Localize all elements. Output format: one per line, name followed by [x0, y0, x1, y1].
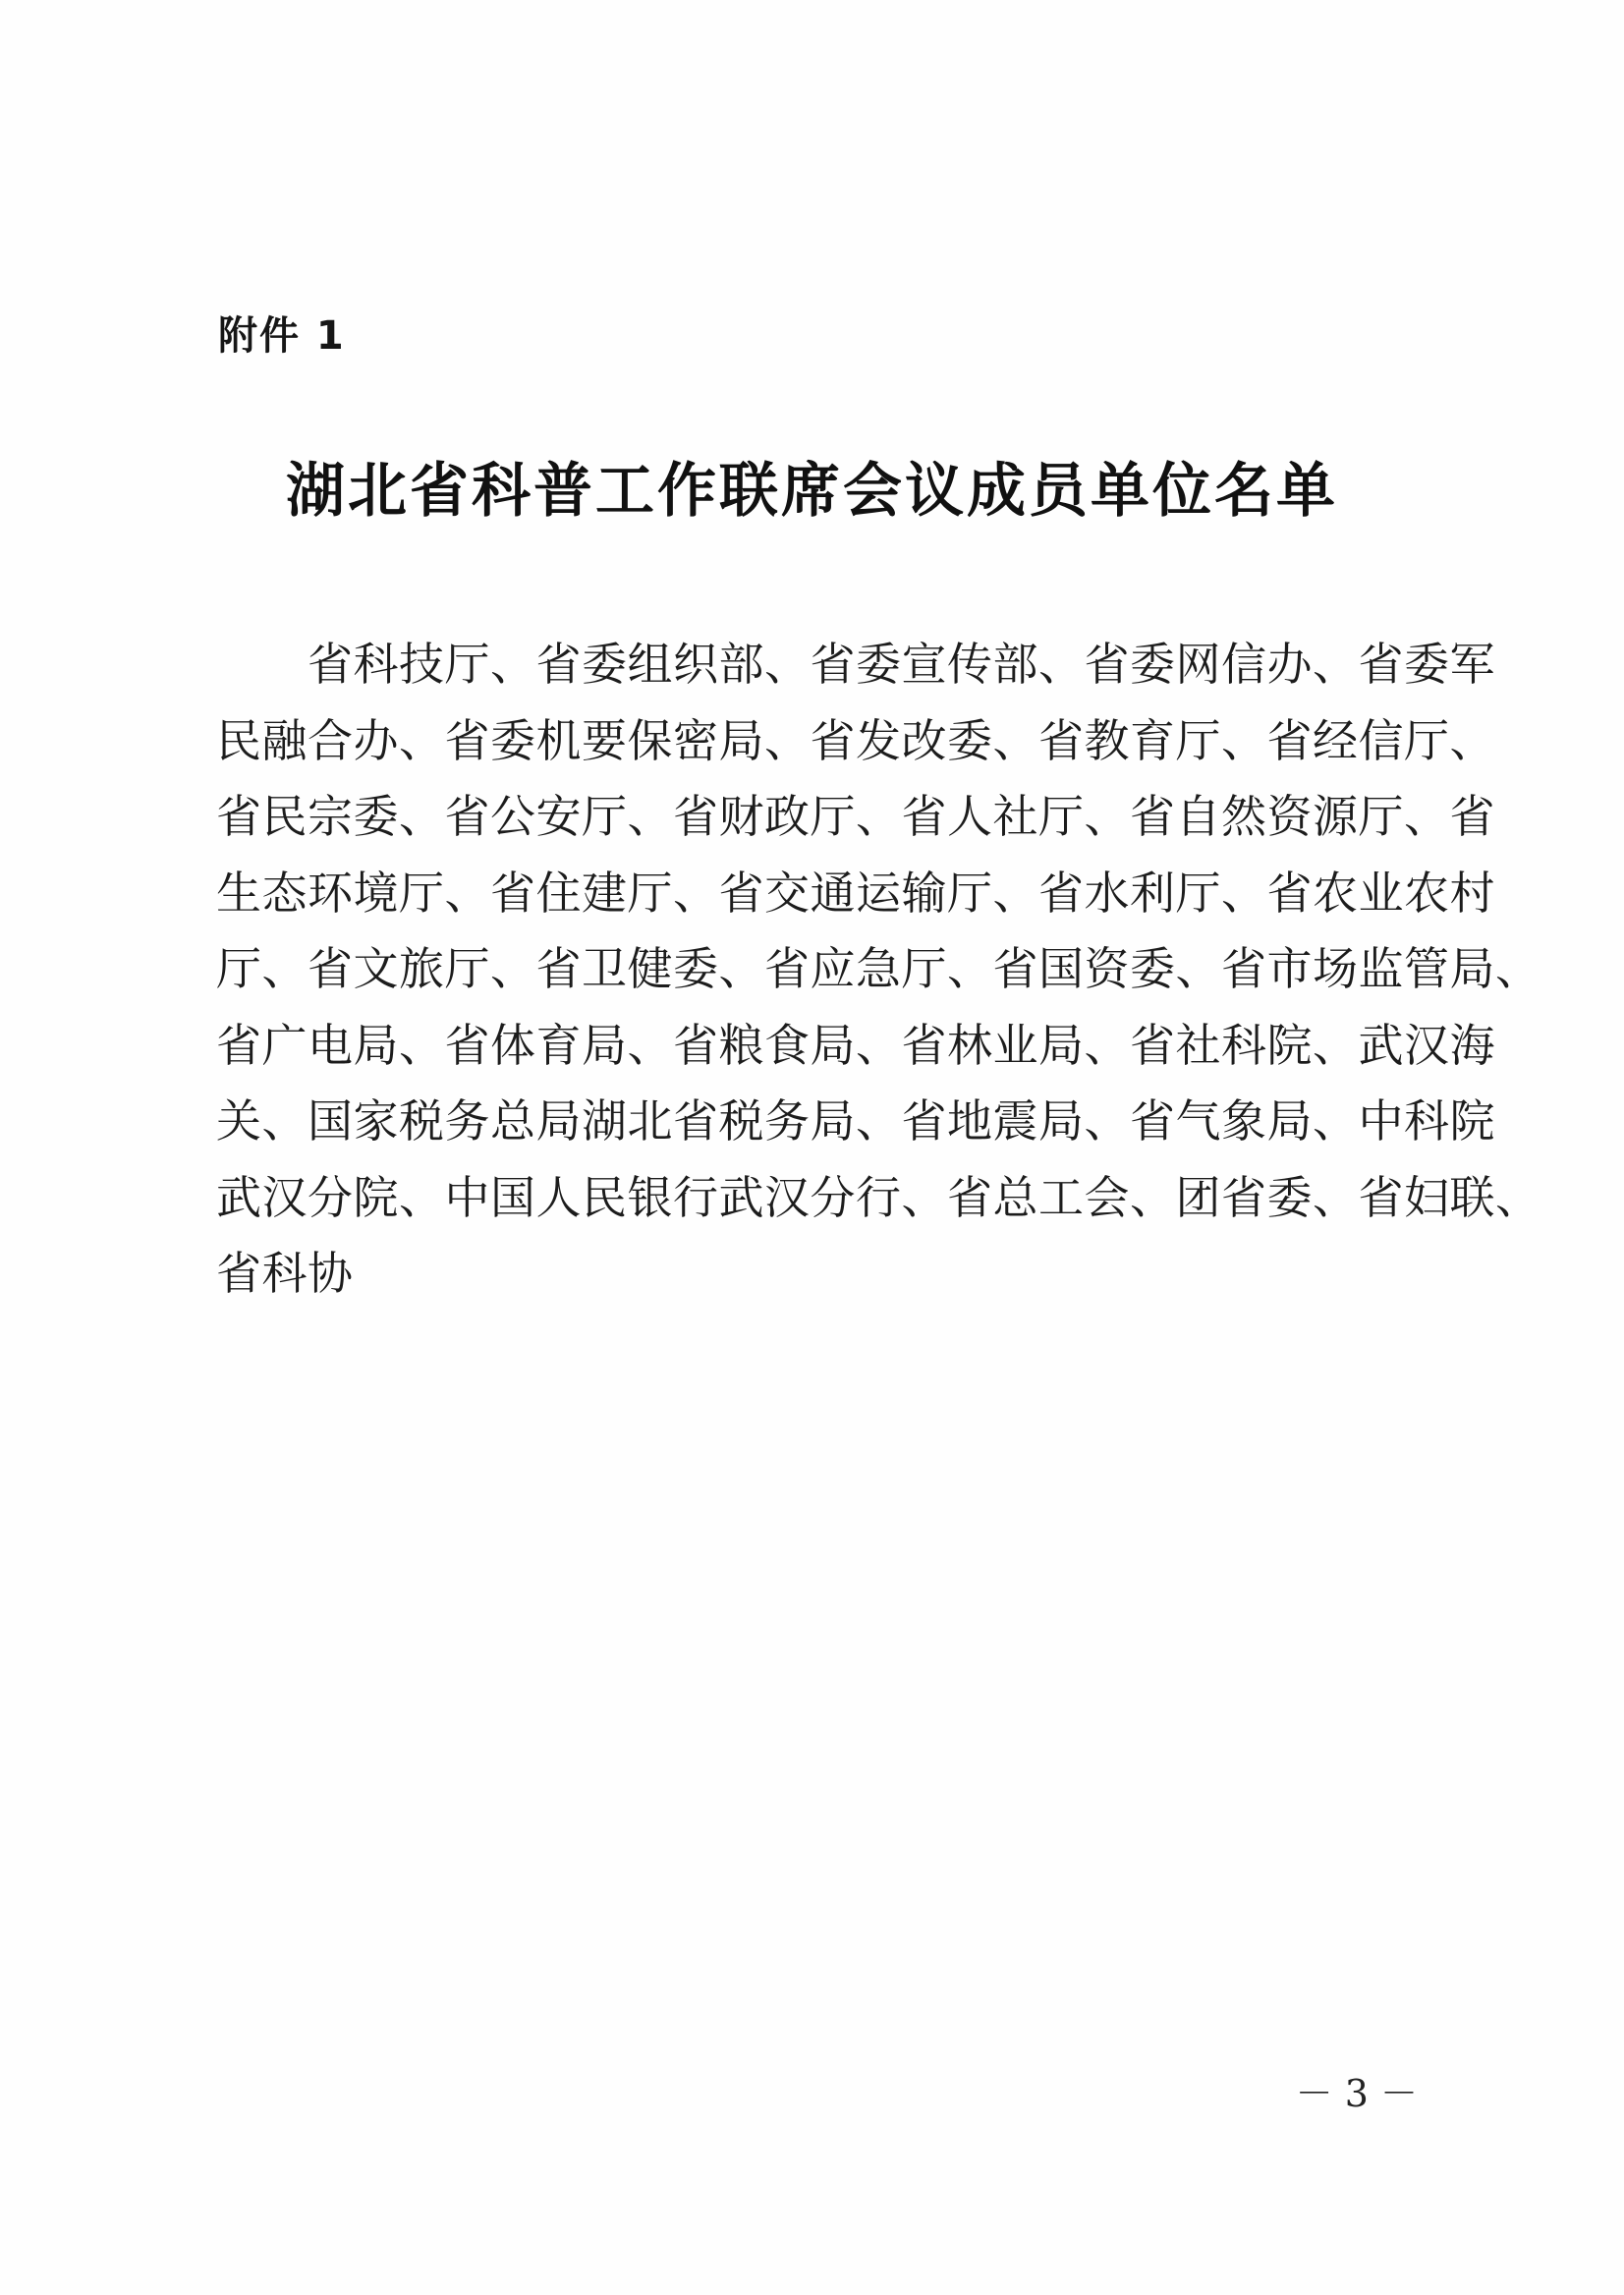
paragraph-line: 省科协: [216, 1247, 354, 1300]
paragraph-line: 民融合办、省委机要保密局、省发改委、省教育厅、省经信厅、: [216, 713, 1495, 767]
paragraph-line: 生态环境厅、省住建厅、省交通运输厅、省水利厅、省农业农村: [216, 866, 1495, 920]
paragraph-line: 省广电局、省体育局、省粮食局、省林业局、省社科院、武汉海: [216, 1018, 1495, 1072]
paragraph-line: 省科技厅、省委组织部、省委宣传部、省委网信办、省委军: [216, 638, 1495, 691]
paragraph-line: 厅、省文旅厅、省卫健委、省应急厅、省国资委、省市场监管局、: [216, 942, 1541, 995]
paragraph-line: 省民宗委、省公安厅、省财政厅、省人社厅、省自然资源厅、省: [216, 790, 1495, 843]
page-title: 湖北省科普工作联席会议成员单位名单: [286, 457, 1338, 526]
page-number: － 3 －: [1295, 2072, 1418, 2115]
member-units-paragraph: [216, 627, 1541, 1313]
paragraph-line: 关、国家税务总局湖北省税务局、省地震局、省气象局、中科院: [216, 1094, 1495, 1148]
attachment-label: 附件 1: [218, 313, 346, 359]
paragraph-line: 武汉分院、中国人民银行武汉分行、省总工会、团省委、省妇联、: [216, 1170, 1541, 1224]
